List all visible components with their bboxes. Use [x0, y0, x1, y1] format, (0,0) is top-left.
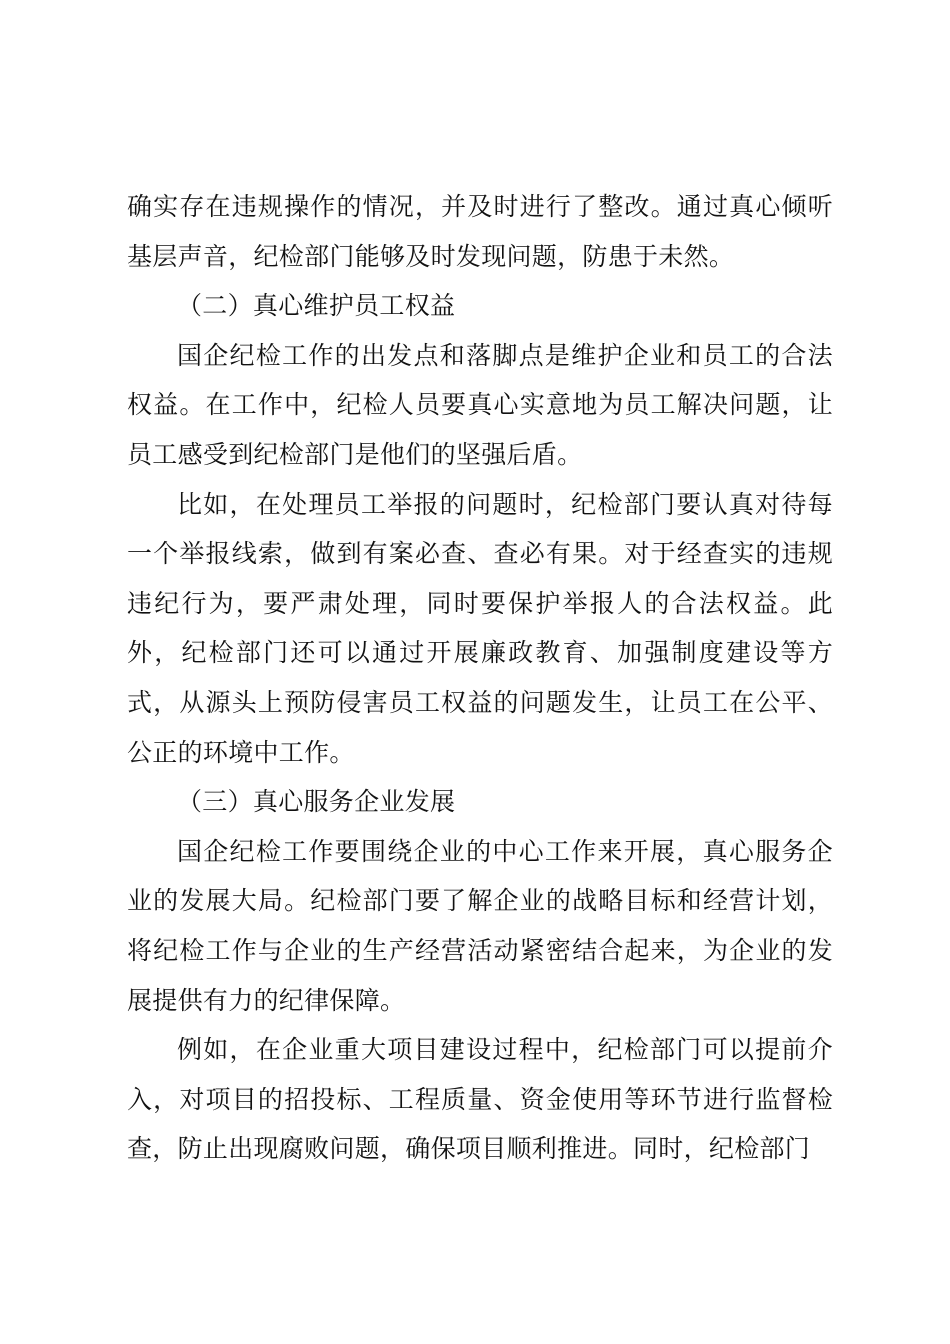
paragraph: 例如，在企业重大项目建设过程中，纪检部门可以提前介入，对项目的招投标、工程质量、资金使用等环节进行监督检查，防止出现腐败问题，确保项目顺利推进。同时，纪检部门 — [127, 1035, 833, 1164]
paragraph: 比如，在处理员工举报的问题时，纪检部门要认真对待每一个举报线索，做到有案必查、查必有果。对于经查实的违规违纪行为，要严肃处理，同时要保护举报人的合法权益。此外，纪检部门还可以通过开展廉政教育、加强制度建设等方式，从源头上预防侵害员工权益的问题发生，让员工在公平、公正的环境中工作。 — [127, 489, 833, 767]
document-body — [127, 182, 833, 1174]
paragraph-continuation: 确实存在违规操作的情况，并及时进行了整改。通过真心倾听基层声音，纪检部门能够及时发现问题，防患于未然。 — [127, 192, 833, 271]
section-heading-3: （三）真心服务企业发展 — [177, 787, 456, 817]
paragraph: 国企纪检工作要围绕企业的中心工作来开展，真心服务企业的发展大局。纪检部门要了解企业的战略目标和经营计划，将纪检工作与企业的生产经营活动紧密结合起来，为企业的发展提供有力的纪律保障。 — [127, 836, 833, 1015]
paragraph: 国企纪检工作的出发点和落脚点是维护企业和员工的合法权益。在工作中，纪检人员要真心实意地为员工解决问题，让员工感受到纪检部门是他们的坚强后盾。 — [127, 340, 833, 469]
section-heading-2: （二）真心维护员工权益 — [177, 291, 456, 321]
